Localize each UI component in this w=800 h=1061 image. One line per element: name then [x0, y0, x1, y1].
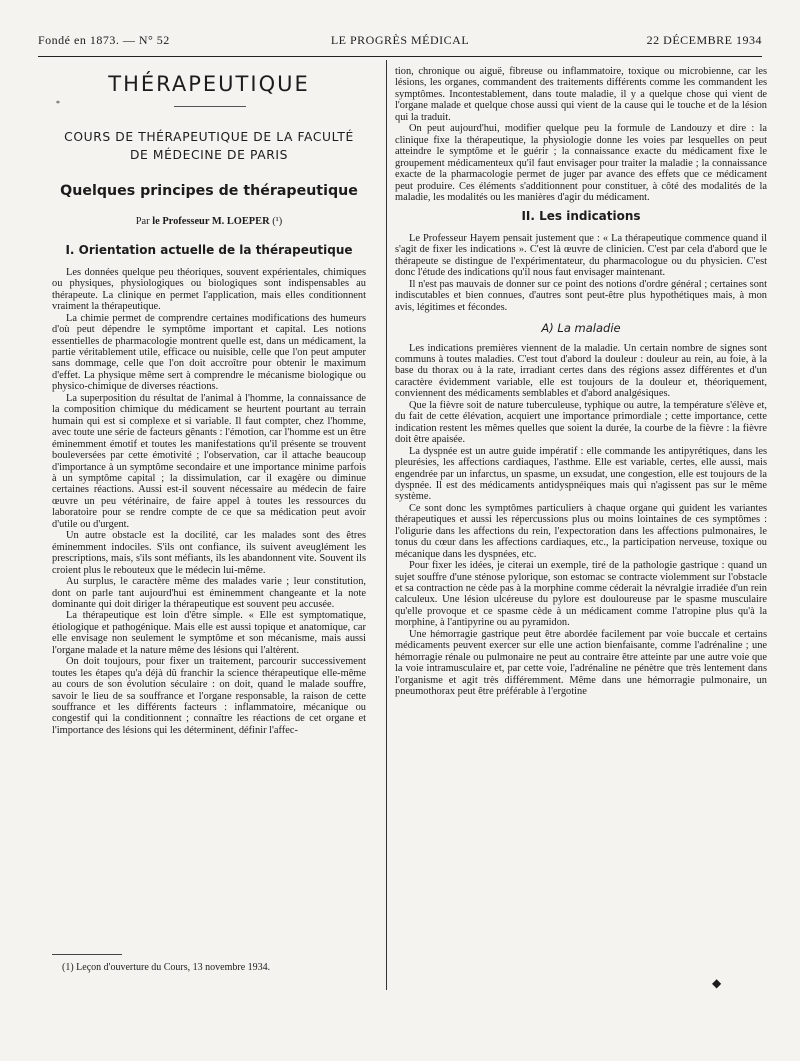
running-header [38, 33, 762, 51]
column-divider [386, 60, 387, 990]
paragraph: La superposition du résultat de l'animal à l'homme, la connaissance de la composition chimique du médicament se heurtent pourtant au terrain humain qui est si complexe et si variable. Il faut compter, chez l'homme, avec toute une série de facteurs gênants : l'émotion, car l'homme est un être éminemment émotif et toutes les manifestations qu'il présente se trouvent bouleversées par cette émotivité ; l'observation, car il attache beaucoup d'importance à un symptôme secondaire et une importance minime parfois à un symptôme capital ; la dissimulation, car il exagère ou diminue certaines réactions. Aussi est-il souvent nécessaire au médecin de faire œuvre un peu vétérinaire, de faire appel à toutes les ressources du laboratoire pour se rendre compte de ce que sa médication peut avoir d'utile ou d'urgent. [52, 392, 366, 530]
end-mark-icon: ◆ [712, 976, 722, 990]
footnote: (1) Leçon d'ouverture du Cours, 13 novembre 1934. [62, 962, 271, 973]
article-title: Quelques principes de thérapeutique [60, 183, 358, 200]
ornament [52, 99, 366, 112]
paragraph: Les indications premières viennent de la maladie. Un certain nombre de signes sont communs à toutes maladies. C'est tout d'abord la douleur : douleur au rein, au foie, à la base du thorax ou à la rate, irradiant certes dans des régions assez différentes et d'un caractère évidemment variable, elle est toujours de la douleur et, théoriquement, conviennent des médicaments semblables et d'abord analgésiques. [395, 342, 767, 400]
paragraph: La dyspnée est un autre guide impératif : elle commande les antipyrétiques, dans les pleurésies, les affections cardiaques, l'asthme. Elle est variable, certes, elle aussi, mais engendrée par un infarctus, un spasme, un exsudat, une congestion, elle est toujours de la dyspnée. Il est des médicaments antidyspnéiques mais qui n'agissent pas sur le même système. [395, 445, 767, 503]
paragraph: Les données quelque peu théoriques, souvent expérientales, chimiques ou physiques, physiologiques ou biologiques sont indispensables au thérapeute. La clinique en permet l'application, mais elles conditionnent vraiment la thérapeutique. [52, 266, 366, 313]
paragraph: On peut aujourd'hui, modifier quelque peu la formule de Landouzy et dire : la clinique fixe la thérapeutique, la physiologie donne les voies par lesquelles on peut atteindre le symptôme et le guérir ; la connaissance exacte du médicament fixe le groupement médicamenteux qu'il faut envisager pour traiter la maladie ; la connaissance exacte de la pharmacologie permet de juger par avance des effets que ce médicament peut produire. Ces éléments s'additionnent pour constituer, à côté des modalités de la maladie, les modalités ou les manières d'agir du médicament. [395, 123, 767, 203]
paragraph: Le Professeur Hayem pensait justement que : « La thérapeutique commence quand il s'agit de fixer les indications ». C'est là œuvre de clinicien. C'est par cela d'abord que le thérapeute se distingue de l'expérimentateur, du pharmacologue ou du physicien. C'est donc l'étude des indications qu'il nous faut envisager maintenant. [395, 232, 767, 279]
footnote-rule [52, 954, 122, 955]
left-paragraphs [52, 267, 366, 737]
header-founded: Fondé en 1873. — N° 52 [38, 33, 170, 47]
course-line-1: COURS DE THÉRAPEUTIQUE DE LA FACULTÉ [64, 130, 354, 145]
left-column [52, 66, 366, 736]
paragraph: La chimie permet de comprendre certaines modifications des humeurs d'où peut dépendre le symptôme important et capital. Les notions essentielles de pharmacologie montrent quelle est, dans un médicament, la partie véritablement utile, efficace ou nuisible, celle que l'on peut amputer sans dommage, celle que l'on doit accroître pour obtenir le maximum d'effet. La physique même sert à comprendre le mécanisme biologique ou physico-chimique de diverses réactions. [52, 312, 366, 393]
paragraph: tion, chronique ou aiguë, fibreuse ou inflammatoire, toxique ou microbienne, car les lésions, les organes, commandent des traitements différents comme les commandent les symptômes. Incontestablement, dans toute maladie, il y a quelque chose qui vient de l'organe malade et quelque chose aussi qui vient de la cause qui le touche et de la lésion qui la traduit. [395, 66, 767, 123]
heading-indications: II. Les indications [521, 209, 641, 224]
paragraph: Ce sont donc les symptômes particuliers à chaque organe qui guident les variantes thérapeutiques et aussi les répercussions plus ou moins lointaines de ces symptômes : l'oligurie dans les affections du rein, l'expectoration dans les affections pulmonaires, le tonus du cœur dans les affections cardiaques, etc., la participation nerveuse, toxique ou mécanique dans les dyspnées, etc. [395, 502, 767, 560]
star-icon: * [56, 99, 60, 109]
byline-par: Par [135, 215, 150, 227]
paragraph: Que la fièvre soit de nature tuberculeuse, typhique ou autre, la température s'élève et, du fait de cette élévation, acquiert une importance primordiale ; cette importance, cette indication restent les mêmes quelles que soient la durée, la courbe de la fièvre : la fièvre doit être apaisée. [395, 399, 767, 446]
header-journal-name: LE PROGRÈS MÉDICAL [330, 33, 470, 47]
course-heading [52, 128, 366, 164]
byline-note-ref: (¹) [272, 215, 283, 227]
byline [52, 216, 366, 227]
right-column [395, 66, 767, 698]
paragraph: Au surplus, le caractère même des malades varie ; leur constitution, dont on parle tant aujourd'hui est éminemment changeante et la note dominante qui doit diriger la thérapeutique est souvent peu accusée. [52, 576, 366, 610]
section-title: THÉRAPEUTIQUE [108, 72, 310, 96]
paragraph: Il n'est pas mauvais de donner sur ce point des notions d'ordre général ; certaines sont indiscutables et bien connues, d'autres sont peut-être plus hypothétiques mais, à mon avis, légitimes et fécondes. [395, 278, 767, 313]
paragraph: Une hémorragie gastrique peut être abordée facilement par voie buccale et certains médicaments peuvent exercer sur elle une action bienfaisante, comme l'adrénaline ; une hémorragie rénale ou pulmonaire ne peut au contraire être atteinte par une autre voie que la voie intramusculaire et, par cette voie, l'adrénaline ne pénètre que très lentement dans l'organisme et agit très différemment. Même dans une hémorragie pulmonaire, un pneumothorax peut être préférable à l'ergotine [395, 628, 767, 698]
heading-maladie: A) La maladie [541, 321, 621, 336]
paragraph: Un autre obstacle est la docilité, car les malades sont des êtres éminemment indociles. S'ils ont confiance, ils suivent aveuglément les prescriptions, mais, s'ils sont méfiants, ils les abandonnent vite. Souvent ils croient plus le rebouteux que le médecin lui-même. [52, 530, 366, 576]
paragraph: Pour fixer les idées, je citerai un exemple, tiré de la pathologie gastrique : quand un sujet souffre d'une sténose pylorique, son estomac se contracte violemment sur l'obstacle et sa contraction ne cède pas à la morphine comme céderait la névralgie irradiée d'un rein calculeux. Une lésion ulcéreuse du pylore est douloureuse par le spasme musculaire qu'elle provoque et ce spasme cède à un médicament comme l'atropine plus qu'à la morphine, à l'antipyrine ou au pyramidon. [395, 560, 767, 629]
course-line-2: DE MÉDECINE DE PARIS [129, 148, 289, 163]
ornament-rule [174, 106, 246, 107]
paragraph: On doit toujours, pour fixer un traitement, parcourir successivement toutes les étapes qu'a déjà dû franchir la science thérapeutique elle-même au cours de son évolution séculaire : on doit, quand le malade souffre, savoir le lieu de sa souffrance et l'organe responsable, la raison de cette souffrance et les différents facteurs : inflammatoire, mécanique ou congestif qui la conditionnent ; connaître les réactions de cet organe et l'importance des lésions qui les déterminent, définir l'affec- [52, 656, 366, 736]
header-date: 22 DÉCEMBRE 1934 [646, 33, 762, 47]
paragraph: La thérapeutique est loin d'être simple. « Elle est symptomatique, étiologique et pathogénique. Mais elle est aussi topique et anatomique, car elle envisage non seulement le symptôme et son mécanisme, mais aussi l'organe malade et la nature même des lésions qui l'altèrent. [52, 610, 366, 656]
byline-author: le Professeur M. LOEPER [152, 215, 270, 227]
heading-orientation: I. Orientation actuelle de la thérapeutique [65, 243, 353, 258]
header-rule [38, 56, 762, 57]
